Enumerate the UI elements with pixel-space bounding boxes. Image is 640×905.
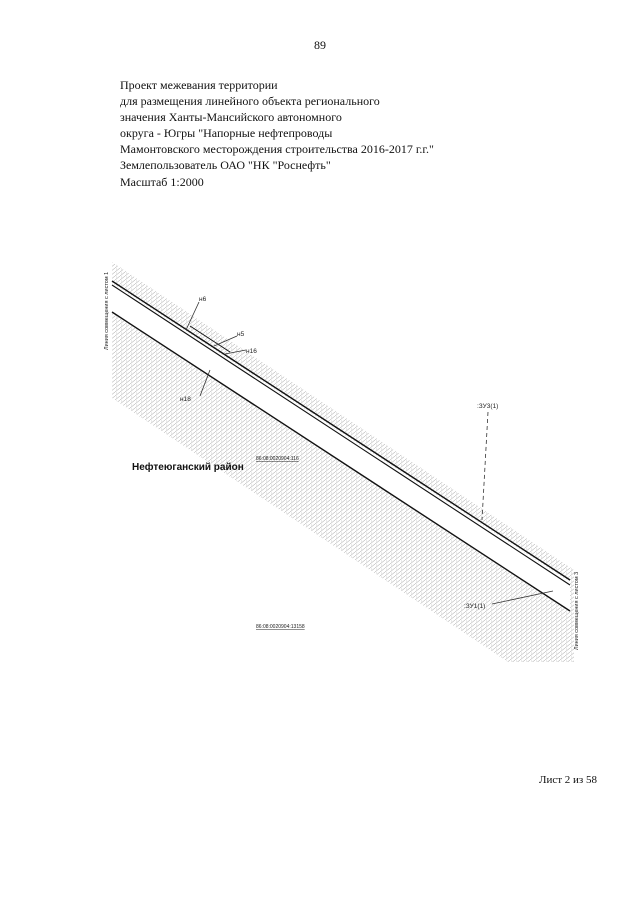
sheet-counter: Лист 2 из 58: [539, 774, 598, 786]
parcel-label-zu3: :ЗУ3(1): [477, 403, 499, 410]
header-line: Землепользователь ОАО "НК "Роснефть": [120, 158, 331, 173]
match-line-right-label: Линия совмещения с листом 3: [574, 571, 580, 650]
parcel-label-zu1: :ЗУ1(1): [464, 603, 486, 610]
district-label: Нефтеюганский район: [132, 462, 244, 473]
header-line: Проект межевания территории: [120, 78, 278, 92]
point-label-n18: н18: [180, 396, 191, 403]
point-label-n6: н6: [199, 296, 207, 303]
header-line: Мамонтовского месторождения строительства 2016-2017 г.г.": [120, 142, 434, 157]
header-line: значения Ханты-Мансийского автономного: [120, 110, 342, 125]
cadastral-number: 86:08:0020904:13158: [256, 624, 305, 630]
header-line: округа - Югры "Напорные нефтепроводы: [120, 126, 333, 141]
header-line: для размещения линейного объекта регионального: [120, 94, 380, 109]
parcel-corridor: [112, 283, 570, 612]
page-number: 89: [314, 38, 326, 52]
cadastral-number: 86:08:0020904:116: [256, 456, 299, 462]
point-label-n16: н16: [246, 348, 257, 355]
scale-label: Масштаб 1:2000: [120, 174, 204, 189]
match-line-left-label: Линия совмещения с листом 1: [104, 271, 110, 350]
point-label-n5: н5: [237, 331, 245, 338]
